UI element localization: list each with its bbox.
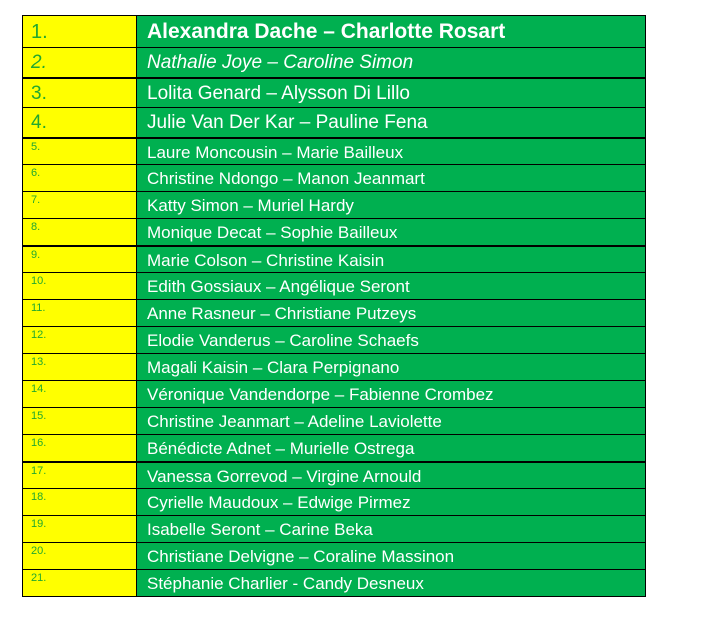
pair-cell: Cyrielle Maudoux – Edwige Pirmez — [137, 489, 645, 515]
rank-cell: 9. — [23, 247, 137, 272]
table-row — [23, 488, 645, 515]
rank-cell: 3. — [23, 79, 137, 107]
table-row — [23, 434, 645, 461]
table-row — [23, 407, 645, 434]
pair-cell: Katty Simon – Muriel Hardy — [137, 192, 645, 218]
table-row — [23, 272, 645, 299]
table-row — [23, 353, 645, 380]
table-row — [23, 107, 645, 137]
table-row — [23, 15, 645, 47]
pair-cell: Christine Ndongo – Manon Jeanmart — [137, 165, 645, 191]
pair-cell: Bénédicte Adnet – Murielle Ostrega — [137, 435, 645, 461]
rank-cell: 18. — [23, 489, 137, 515]
table-row — [23, 191, 645, 218]
rank-cell: 15. — [23, 408, 137, 434]
rank-cell: 21. — [23, 570, 137, 596]
rank-cell: 17. — [23, 463, 137, 488]
pair-cell: Lolita Genard – Alysson Di Lillo — [137, 79, 645, 107]
table-row — [23, 461, 645, 488]
table-row — [23, 515, 645, 542]
rank-cell: 19. — [23, 516, 137, 542]
pair-cell: Elodie Vanderus – Caroline Schaefs — [137, 327, 645, 353]
pair-cell: Nathalie Joye – Caroline Simon — [137, 48, 645, 77]
rank-cell: 13. — [23, 354, 137, 380]
table-row — [23, 569, 645, 596]
rank-cell: 16. — [23, 435, 137, 461]
rank-cell: 11. — [23, 300, 137, 326]
rank-cell: 2. — [23, 48, 137, 77]
rank-cell: 4. — [23, 108, 137, 137]
table-row — [23, 542, 645, 569]
pair-cell: Isabelle Seront – Carine Beka — [137, 516, 645, 542]
pair-cell: Christiane Delvigne – Coraline Massinon — [137, 543, 645, 569]
pair-cell: Julie Van Der Kar – Pauline Fena — [137, 108, 645, 137]
rank-cell: 5. — [23, 139, 137, 164]
pair-cell: Alexandra Dache – Charlotte Rosart — [137, 16, 645, 47]
table-row — [23, 218, 645, 245]
pair-cell: Monique Decat – Sophie Bailleux — [137, 219, 645, 245]
rank-cell: 6. — [23, 165, 137, 191]
rank-cell: 7. — [23, 192, 137, 218]
table-row — [23, 164, 645, 191]
rank-cell: 8. — [23, 219, 137, 245]
table-row — [23, 77, 645, 107]
table-row — [23, 326, 645, 353]
pair-cell: Stéphanie Charlier - Candy Desneux — [137, 570, 645, 596]
pair-cell: Edith Gossiaux – Angélique Seront — [137, 273, 645, 299]
table-row — [23, 380, 645, 407]
rank-cell: 14. — [23, 381, 137, 407]
table-row — [23, 299, 645, 326]
pair-cell: Laure Moncousin – Marie Bailleux — [137, 139, 645, 164]
rank-cell: 1. — [23, 16, 137, 47]
rank-cell: 12. — [23, 327, 137, 353]
pair-cell: Vanessa Gorrevod – Virgine Arnould — [137, 463, 645, 488]
pair-cell: Magali Kaisin – Clara Perpignano — [137, 354, 645, 380]
pair-cell: Anne Rasneur – Christiane Putzeys — [137, 300, 645, 326]
ranking-table — [22, 15, 646, 597]
rank-cell: 20. — [23, 543, 137, 569]
pair-cell: Marie Colson – Christine Kaisin — [137, 247, 645, 272]
table-row — [23, 137, 645, 164]
table-row — [23, 245, 645, 272]
pair-cell: Christine Jeanmart – Adeline Laviolette — [137, 408, 645, 434]
rank-cell: 10. — [23, 273, 137, 299]
pair-cell: Véronique Vandendorpe – Fabienne Crombez — [137, 381, 645, 407]
table-row — [23, 47, 645, 77]
